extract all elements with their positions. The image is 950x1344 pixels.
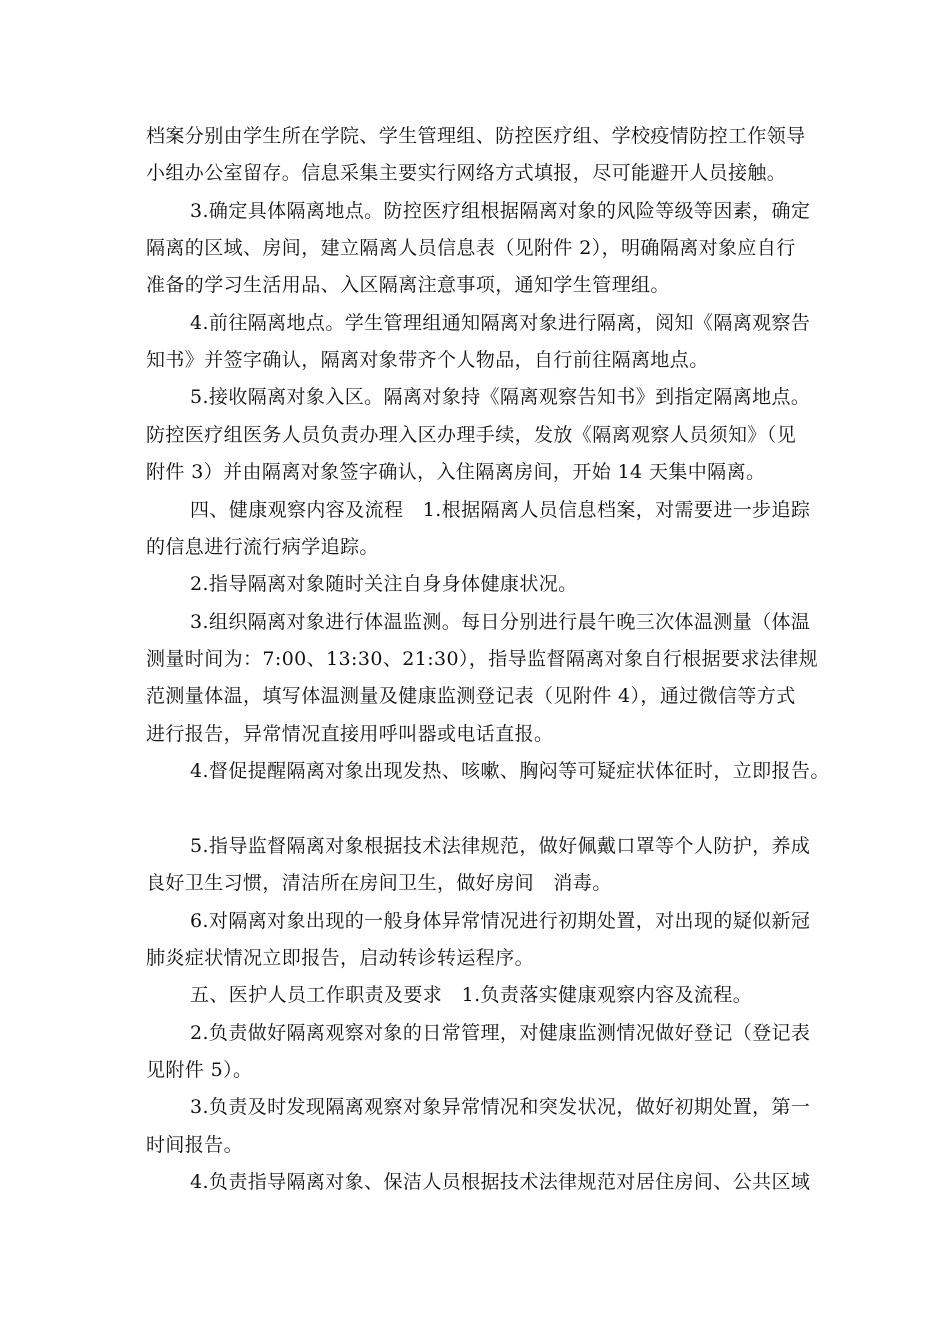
text-line: 3.负责及时发现隔离观察对象异常情况和突发状况，做好初期处置，第一	[190, 1096, 811, 1118]
text-line: 5.接收隔离对象入区。隔离对象持《隔离观察告知书》到指定隔离地点。	[190, 386, 811, 408]
text-line: 附件 3）并由隔离对象签字确认，入住隔离房间，开始 14 天集中隔离。	[146, 461, 766, 483]
text-line: 4.负责指导隔离对象、保洁人员根据技术法律规范对居住房间、公共区域	[190, 1171, 811, 1193]
text-line: 2.负责做好隔离观察对象的日常管理，对健康监测情况做好登记（登记表	[190, 1022, 811, 1044]
text-line: 进行报告，异常情况直接用呼叫器或电话直报。	[146, 723, 554, 745]
text-line: 测量时间为：7:00、13:30、21:30），指导监督隔离对象自行根据要求法律规	[146, 648, 819, 670]
text-line: 5.指导监督隔离对象根据技术法律规范，做好佩戴口罩等个人防护，养成	[190, 835, 811, 857]
text-line: 2.指导隔离对象随时关注自身身体健康状况。	[190, 573, 578, 595]
section-heading-line: 五、医护人员工作职责及要求 1.负责落实健康观察内容及流程。	[190, 984, 753, 1006]
text-line: 档案分别由学生所在学院、学生管理组、防控医疗组、学校疫情防控工作领导	[146, 125, 806, 147]
text-line: 良好卫生习惯，清洁所在房间卫生，做好房间 消毒。	[146, 872, 612, 894]
text-line: 6.对隔离对象出现的一般身体异常情况进行初期处置，对出现的疑似新冠	[190, 910, 811, 932]
text-line: 3.组织隔离对象进行体温监测。每日分别进行晨午晚三次体温测量（体温	[190, 611, 811, 633]
text-line: 准备的学习生活用品、入区隔离注意事项，通知学生管理组。	[146, 274, 670, 296]
text-line: 肺炎症状情况立即报告，启动转诊转运程序。	[146, 947, 535, 969]
text-line: 隔离的区域、房间，建立隔离人员信息表（见附件 2），明确隔离对象应自行	[146, 237, 796, 259]
text-line: 防控医疗组医务人员负责办理入区办理手续，发放《隔离观察人员须知》（见	[146, 424, 797, 446]
text-line: 知书》并签字确认，隔离对象带齐个人物品，自行前往隔离地点。	[146, 349, 709, 371]
text-line: 范测量体温，填写体温测量及健康监测登记表（见附件 4），通过微信等方式	[146, 685, 796, 707]
text-line: 4.督促提醒隔离对象出现发热、咳嗽、胸闷等可疑症状体征时，立即报告。	[190, 760, 830, 782]
section-heading-line: 四、健康观察内容及流程 1.根据隔离人员信息档案，对需要进一步追踪	[190, 499, 811, 521]
text-line: 4.前往隔离地点。学生管理组通知隔离对象进行隔离，阅知《隔离观察告	[190, 312, 811, 334]
text-line: 小组办公室留存。信息采集主要实行网络方式填报，尽可能避开人员接触。	[146, 162, 787, 184]
text-line: 时间报告。	[146, 1134, 244, 1156]
text-line: 的信息进行流行病学追踪。	[146, 536, 379, 558]
text-line: 3.确定具体隔离地点。防控医疗组根据隔离对象的风险等级等因素，确定	[190, 200, 811, 222]
text-line: 见附件 5）。	[146, 1059, 253, 1081]
